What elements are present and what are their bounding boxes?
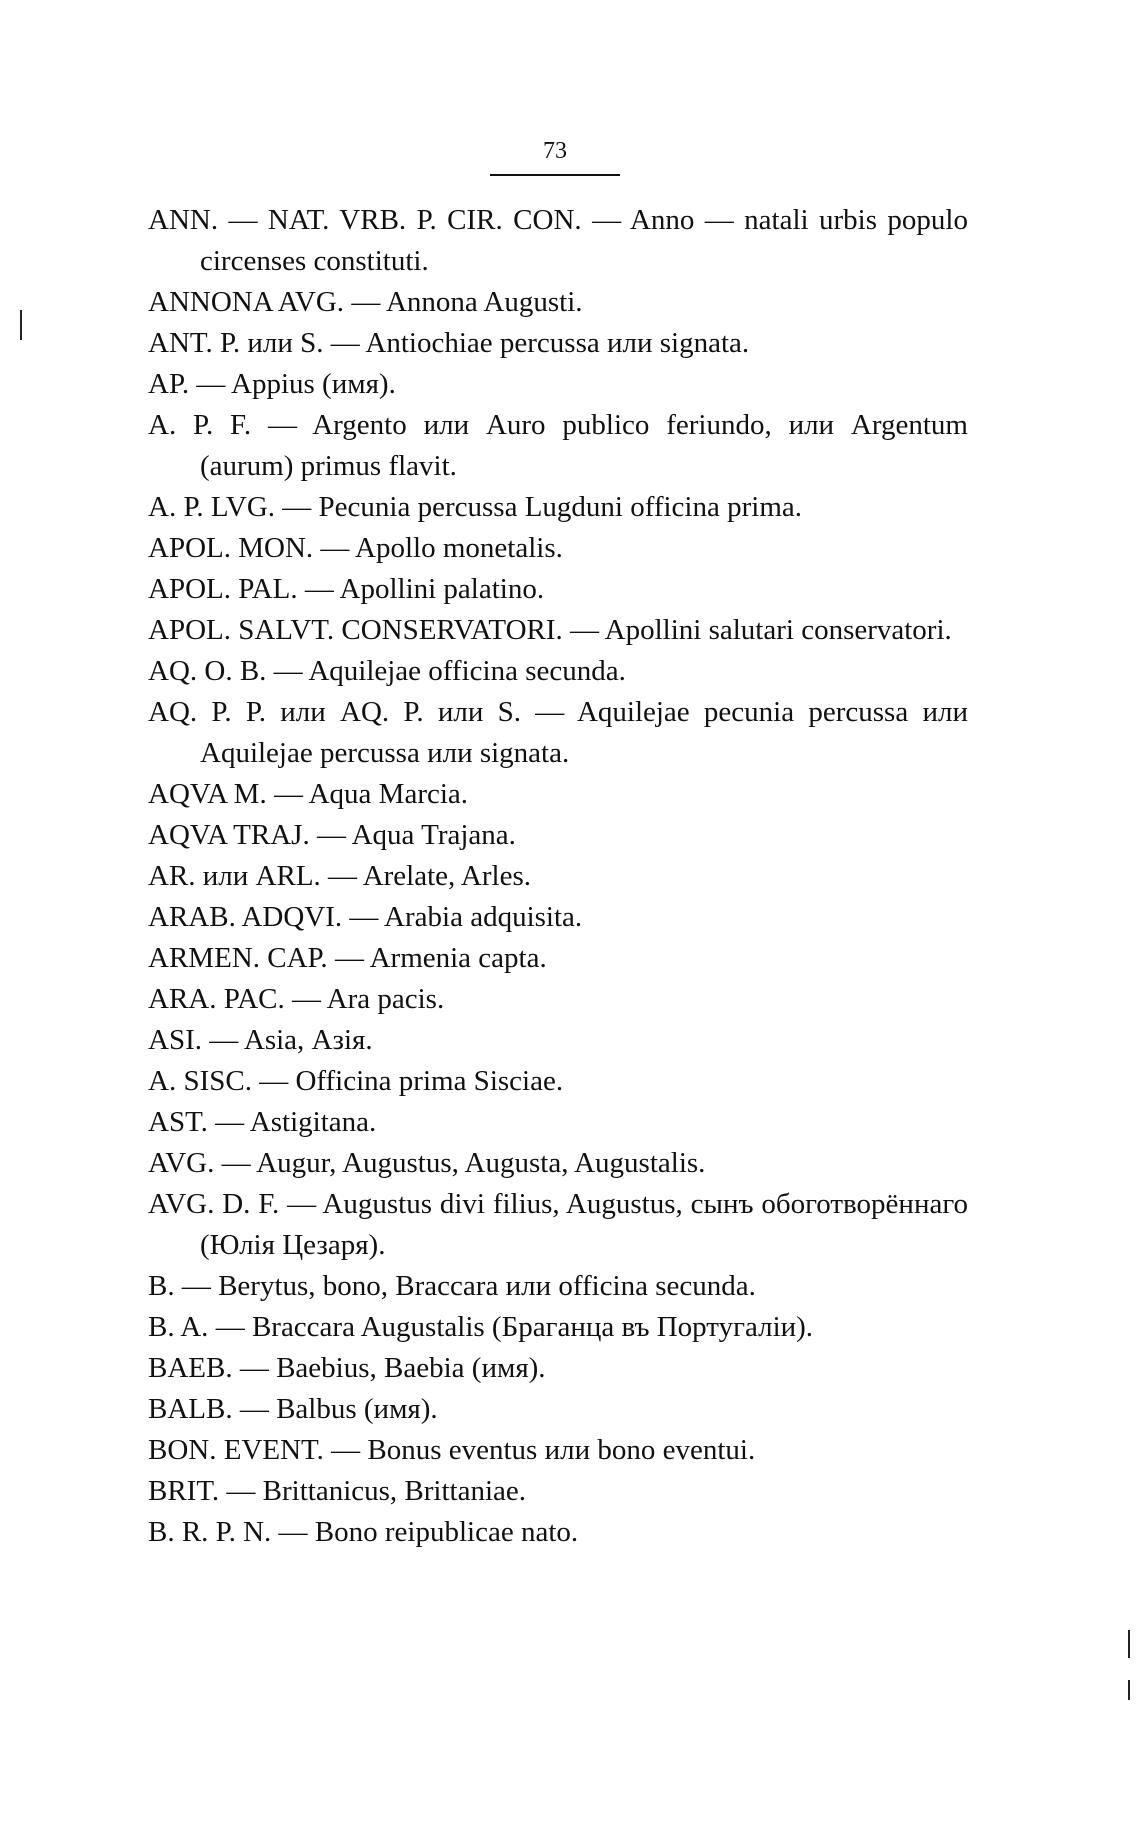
entry-expansion: — Pecunia percussa Lugduni officina prima. [275, 491, 803, 523]
entry-abbreviation: B. [148, 1270, 175, 1302]
entry-expansion: — Augur, Augustus, Augusta, Augustalis. [214, 1147, 706, 1179]
entry-expansion: — Ara pacis. [284, 983, 445, 1015]
entry-abbreviation: ARA. PAC. [148, 983, 285, 1015]
entry-abbreviation: B. R. P. N. [148, 1516, 272, 1548]
entry-abbreviation: BON. EVENT. [148, 1434, 324, 1466]
entry-abbreviation: BAEB. [148, 1352, 233, 1384]
glossary-entry [148, 1307, 968, 1348]
entry-expansion: — Berytus, bono, Braccara или officina secunda. [174, 1270, 756, 1302]
glossary-entry [148, 323, 968, 364]
glossary-list [148, 200, 968, 1553]
entry-abbreviation: ANNONA AVG. [148, 286, 345, 318]
entry-expansion: — Antiochiae percussa или signata. [323, 327, 750, 359]
entry-abbreviation: AQVA TRAJ. [148, 819, 310, 851]
glossary-entry [148, 1266, 968, 1307]
entry-expansion: — Argento или Auro publico feriundo, или Argentum (aurum) primus flavit. [200, 409, 968, 482]
glossary-entry [148, 692, 968, 774]
entry-expansion: — Apollini palatino. [297, 573, 545, 605]
entry-abbreviation: AP. [148, 368, 190, 400]
entry-expansion: — Officina prima Sisciae. [251, 1065, 564, 1097]
entry-abbreviation: APOL. PAL. [148, 573, 298, 605]
glossary-entry [148, 897, 968, 938]
glossary-entry [148, 200, 968, 282]
entry-expansion: — Arelate, Arles. [320, 860, 531, 892]
entry-expansion: — Braccara Augustalis (Браганца въ Португаліи). [208, 1311, 814, 1343]
scan-margin-mark [20, 310, 22, 340]
entry-abbreviation: AVG. D. F. [148, 1188, 280, 1220]
entry-expansion: — Annona Augusti. [344, 286, 583, 318]
header-rule [490, 174, 620, 176]
glossary-entry [148, 856, 968, 897]
entry-expansion: — Bonus eventus или bono eventui. [323, 1434, 756, 1466]
glossary-entry [148, 405, 968, 487]
glossary-entry [148, 1348, 968, 1389]
entry-abbreviation: ARMEN. CAP. [148, 942, 328, 974]
glossary-entry [148, 528, 968, 569]
entry-expansion: — Armenia capta. [327, 942, 547, 974]
page-number: 73 [543, 138, 567, 164]
entry-expansion: — Anno — natali urbis populo circenses constituti. [200, 204, 968, 277]
scan-margin-mark [1128, 1680, 1130, 1700]
glossary-entry [148, 938, 968, 979]
entry-abbreviation: APOL. MON. [148, 532, 314, 564]
entry-expansion: — Baebius, Baebia (имя). [232, 1352, 546, 1384]
glossary-entry [148, 610, 968, 651]
glossary-entry [148, 282, 968, 323]
glossary-entry [148, 774, 968, 815]
entry-expansion: — Apollini salutari conservatori. [562, 614, 952, 646]
entry-abbreviation: A. P. F. [148, 409, 252, 441]
entry-expansion: — Brittanicus, Brittaniae. [219, 1475, 527, 1507]
entry-expansion: — Augustus divi filius, Augustus, сынъ обоготворённаго (Юлія Цезаря). [200, 1188, 969, 1261]
glossary-entry [148, 815, 968, 856]
glossary-entry [148, 1020, 968, 1061]
glossary-entry [148, 1061, 968, 1102]
entry-expansion: — Appius (имя). [189, 368, 396, 400]
entry-abbreviation: AQ. P. P. или AQ. P. или S. [148, 696, 522, 728]
glossary-entry [148, 364, 968, 405]
entry-abbreviation: ASI. [148, 1024, 202, 1056]
glossary-entry [148, 1471, 968, 1512]
entry-expansion: — Aquilejae officina secunda. [266, 655, 626, 687]
glossary-entry [148, 1184, 968, 1266]
entry-abbreviation: ANN. — NAT. VRB. P. CIR. CON. [148, 204, 582, 236]
entry-abbreviation: ANT. P. или S. [148, 327, 324, 359]
entry-abbreviation: A. P. LVG. [148, 491, 276, 523]
entry-abbreviation: APOL. SALVT. CONSERVATORI. [148, 614, 563, 646]
entry-expansion: — Aqua Marcia. [266, 778, 469, 810]
entry-abbreviation: AR. или ARL. [148, 860, 321, 892]
entry-expansion: — Arabia adquisita. [342, 901, 583, 933]
entry-abbreviation: BRIT. [148, 1475, 220, 1507]
entry-abbreviation: AQ. O. B. [148, 655, 267, 687]
entry-expansion: — Astigitana. [207, 1106, 377, 1138]
glossary-entry [148, 979, 968, 1020]
entry-abbreviation: AST. [148, 1106, 208, 1138]
glossary-entry [148, 1512, 968, 1553]
glossary-entry [148, 487, 968, 528]
entry-abbreviation: A. SISC. [148, 1065, 252, 1097]
entry-expansion: — Aqua Trajana. [309, 819, 516, 851]
entry-abbreviation: AQVA M. [148, 778, 267, 810]
entry-expansion: — Balbus (имя). [232, 1393, 438, 1425]
entry-abbreviation: AVG. [148, 1147, 215, 1179]
scan-margin-mark [1128, 1630, 1130, 1658]
glossary-entry [148, 1389, 968, 1430]
entry-expansion: — Aquilejae pecunia percussa или Aquilejae percussa или signata. [200, 696, 968, 769]
glossary-entry [148, 651, 968, 692]
glossary-entry [148, 1143, 968, 1184]
glossary-entry [148, 1430, 968, 1471]
entry-abbreviation: ARAB. ADQVI. [148, 901, 343, 933]
glossary-entry [148, 1102, 968, 1143]
entry-expansion: — Bono reipublicae nato. [271, 1516, 579, 1548]
entry-abbreviation: BALB. [148, 1393, 233, 1425]
entry-expansion: — Asia, Азія. [201, 1024, 373, 1056]
entry-expansion: — Apollo monetalis. [313, 532, 563, 564]
entry-abbreviation: B. A. [148, 1311, 209, 1343]
glossary-entry [148, 569, 968, 610]
